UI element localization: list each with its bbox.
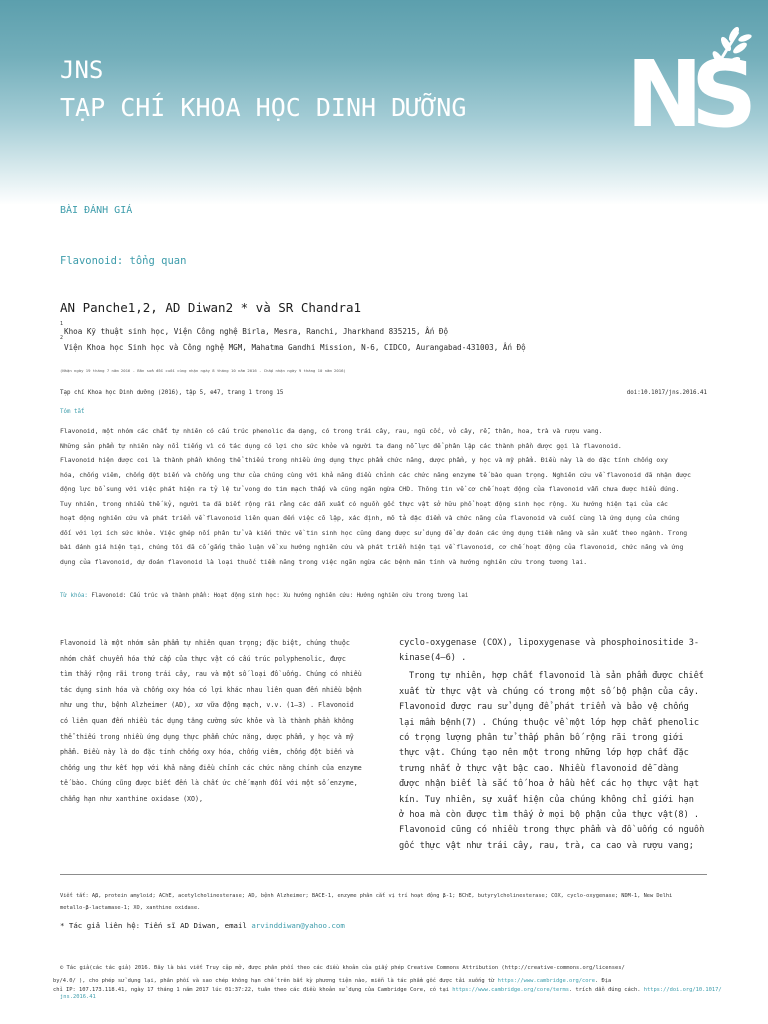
body-text-line: tác dụng sinh hóa và chống oxy hóa có lợi khác nhau liên quan đến nhiều bệnh — [60, 685, 362, 694]
abstract-line: Những sản phẩm tự nhiên này nổi tiếng vì có tác dụng có lợi cho sức khỏe và người ta đang nỗ lực để phân lập các thành phần được gọi là flavonoid. — [60, 441, 622, 450]
abstract-line: bài đánh giá hiện tại, chúng tôi đã cố gắng thảo luận về xu hướng nghiên cứu và phát triển hiện tại về flavonoid, cơ chế hoạt động của flavonoid, chức năng và ứng — [60, 543, 684, 551]
abbreviations-line: Viết tắt: Aβ, protein amyloid; AChE, acetylcholinesterase; AD, bệnh Alzheimer; BACE-1, enzyme phân cắt vị trí hoạt động β-1; BChE, butyrylcholinesterase; COX, cyclo-oxygenase; NDM-1, New Delhi — [60, 893, 673, 899]
body-text-line: có liên quan đến nhiều tác dụng tăng cường sức khỏe và là thành phần không — [60, 716, 354, 725]
keywords — [60, 594, 468, 600]
abstract-heading: Tóm tắt — [60, 409, 85, 415]
abstract-line: Tuy nhiên, trong nhiều thế kỷ, người ta đã biết rộng rãi rằng các dẫn xuất có nguồn gốc thực vật sở hữu phổ hoạt động sinh học rộng. Xu hướng hiện tại của các — [60, 499, 668, 508]
journal-citation: Tạp chí Khoa học Dinh dưỡng (2016), tập 5, e47, trang 1 trong 15 — [60, 390, 284, 396]
body-text-line: kín. Tuy nhiên, sự xuất hiện của chúng không chỉ giới hạn — [399, 794, 694, 805]
body-text-line: Flavonoid là một nhóm sản phẩm tự nhiên quan trọng; đặc biệt, chúng thuộc — [60, 639, 350, 647]
keywords-label: Từ khóa: — [60, 593, 88, 599]
body-right-column — [399, 636, 704, 854]
journal-header — [0, 0, 768, 205]
logo-text: NS — [626, 41, 746, 132]
body-text-line: gốc thực vật như trái cây, rau, trà, ca cao và rượu vang; — [399, 840, 694, 851]
doi: doi:10.1017/jns.2016.41 — [626, 390, 707, 396]
license-text: by/4.0/ ), cho phép sử dụng lại, phân phối và sao chép không hạn chế trên bất kỳ phương tiện nào, miễn là tác phẩm gốc được tải xuống từ — [53, 978, 498, 984]
abbreviations-line: metallo-β-lactamase-1; XO, xanthine oxidase. — [60, 905, 201, 911]
abstract-line: hoạt động nghiên cứu và phát triển về flavonoid liên quan đến việc cô lập, xác định, mô tả đặc điểm và chức năng của flavonoid và cuối cùng là ứng dụng của chúng — [60, 514, 680, 522]
affiliation-2-number: 2 — [60, 335, 64, 341]
affiliation-1: Khoa Kỹ thuật sinh học, Viện Công nghệ Birla, Mesra, Ranchi, Jharkhand 835215, Ấn Độ — [64, 327, 449, 336]
abstract-line: đối với lợi ích sức khỏe. Việc ghép nối phân tử và kiến thức về tin sinh học cũng đang được sử dụng để dự đoán các ứng dụng tiềm năng và sản xuất theo ngành. Trong — [60, 528, 688, 537]
license-text: chỉ IP: 107.173.118.41, ngày 17 tháng 1 năm 2017 lúc 01:37:22, tuân theo các điều khoản sử dụng của Cambridge Core, có tại — [53, 987, 453, 993]
body-text-line: chẳng hạn như xanthine oxidase (XO), — [60, 794, 203, 803]
keywords-text: Flavonoid: Cấu trúc và thành phần: Hoạt động sinh học: Xu hướng nghiên cứu: Hướng nghiên cứu trong tương lai — [87, 593, 469, 599]
body-text-line: ở hoa mà còn được tìm thấy ở mọi bộ phận của thực vật(8) . — [399, 810, 700, 821]
abstract-line: hóa, chống viêm, chống đột biến và chống ung thư của chúng cùng với khả năng điều chỉnh các chức năng enzyme tế bào quan trọng. Nghiên cứu về flavonoid đã nhận được — [60, 470, 691, 479]
corresponding-author — [60, 922, 345, 929]
body-text-line: thực vật. Chúng tạo nên một trong những lớp hợp chất đặc — [399, 748, 689, 759]
cambridge-terms-link[interactable]: https://www.cambridge.org/core/terms — [452, 987, 570, 993]
body-text-line: được nhận biết là sắc tố hoa ở hầu hết các họ thực vật hạt — [399, 779, 700, 790]
cambridge-core-link[interactable]: https://www.cambridge.org/core — [497, 978, 595, 984]
received-accepted-dates: (Nhận ngày 19 tháng 7 năm 2016 - Bản sửa đổi cuối cùng nhận ngày 8 tháng 10 năm 2016 - Chấp nhận ngày 9 tháng 10 năm 2016) — [60, 368, 346, 373]
body-text-line: nhóm chất chuyển hóa thứ cấp của thực vật có cấu trúc polyphenolic, được — [60, 654, 346, 663]
affiliation-1-number: 1 — [60, 321, 64, 327]
body-text-line: thể thiếu trong nhiều ứng dụng thực phẩm chức năng, dược phẩm, y học và mỹ — [60, 732, 354, 741]
doi-link[interactable]: https://doi.org/10.1017/ — [643, 987, 722, 993]
article-type: BÀI ĐÁNH GIÁ — [60, 205, 133, 216]
abstract-line: động lực bổ sung với việc phát hiện ra tỷ lệ tử vong do tim mạch thấp và cũng ngăn ngừa CHD. Thông tin về cơ chế hoạt động của flavonoid vẫn chưa được hiểu đúng. — [60, 485, 680, 493]
footnote-divider — [60, 874, 707, 875]
corresponding-author-label: * Tác giả liên hệ: Tiến sĩ AD Diwan, email — [60, 921, 252, 930]
author-email-link[interactable]: arvinddiwan@yahoo.com — [251, 921, 345, 930]
body-text-line: kinase(4–6) . — [399, 653, 467, 664]
journal-logo — [616, 20, 756, 132]
abstract-line: Flavonoid hiện được coi là thành phần không thể thiếu trong nhiều ứng dụng thực phẩm chức năng, dược phẩm, y học và mỹ phẩm. Điều này là do đặc tính chống oxy — [60, 456, 668, 464]
body-text-line: tìm thấy rộng rãi trong trái cây, rau và một số loại đồ uống. Chúng có nhiều — [60, 670, 362, 679]
body-text-line: trưng nhất ở thực vật bậc cao. Nhiều flavonoid dễ dàng — [399, 763, 679, 774]
body-text-line: có trọng lượng phân tử thấp phân bố rộng rãi trong giới — [399, 733, 684, 744]
author-list: AN Panche1,2, AD Diwan2 * và SR Chandra1 — [60, 300, 362, 315]
journal-abbreviation: JNS — [60, 56, 104, 84]
journal-name: TẠP CHÍ KHOA HỌC DINH DƯỠNG — [60, 93, 467, 122]
body-text-line: cyclo-oxygenase (COX), lipoxygenase và phosphoinositide 3- — [399, 638, 700, 648]
license-text: . trích dẫn đúng cách. — [569, 987, 644, 993]
article-title: Flavonoid: tổng quan — [60, 255, 187, 267]
body-text-line: lại mầm bệnh(7) . Chúng thuộc về một lớp hợp chất phenolic — [399, 717, 700, 728]
license-text: . Địa — [595, 978, 612, 984]
body-left-column — [60, 636, 362, 808]
body-text-line: xuất từ thực vật và chúng có trong một số bộ phận của cây. — [399, 686, 700, 697]
body-text-line: Flavonoid cũng có nhiều trong thực phẩm và đồ uống có nguồn — [399, 825, 705, 836]
license-line — [60, 995, 96, 1000]
license-line — [53, 979, 611, 984]
abstract-body — [60, 424, 691, 569]
doi-link-continued[interactable]: jns.2016.41 — [60, 994, 96, 1000]
license-line: © Tác giả(các tác giả) 2016. Đây là bài viết Truy cập mở, được phân phối theo các điều khoản của giấy phép Creative Commons Attribution (http://creative-commons.org/licenses/ — [60, 965, 625, 971]
body-text-line: tế bào. Chúng cũng được biết đến là chất ức chế mạnh đối với một số enzyme, — [60, 779, 358, 788]
abstract-line: dụng của flavonoid, dự đoán flavonoid là loại thuốc tiềm năng trong việc ngăn ngừa các bệnh mãn tính và hướng nghiên cứu trong tương lai. — [60, 557, 588, 566]
body-text-line: Trong tự nhiên, hợp chất flavonoid là sản phẩm được chiết — [409, 671, 704, 682]
body-paragraph — [399, 669, 704, 854]
body-text-line: chống ung thư kết hợp với khả năng điều chỉnh các chức năng chính của enzyme — [60, 763, 362, 772]
license-line — [53, 988, 722, 993]
body-paragraph — [399, 636, 704, 667]
body-text-line: phẩm. Điều này là do đặc tính chống oxy hóa, chống viêm, chống đột biến và — [60, 748, 354, 757]
body-text-line: như ung thư, bệnh Alzheimer (AD), xơ vữa động mạch, v.v. (1–3) . Flavonoid — [60, 701, 354, 710]
abstract-line: Flavonoid, một nhóm các chất tự nhiên có cấu trúc phenolic đa dạng, có trong trái cây, rau, ngũ cốc, vỏ cây, rễ, thân, hoa, trà và rượu vang. — [60, 427, 603, 435]
affiliation-2: Viện Khoa học Sinh học và Công nghệ MGM, Mahatma Gandhi Mission, N-6, CIDCO, Aurangabad-431003, Ấn Độ — [64, 343, 526, 352]
body-text-line: Flavonoid được rau sử dụng để phát triển và bảo vệ chống — [399, 702, 689, 713]
